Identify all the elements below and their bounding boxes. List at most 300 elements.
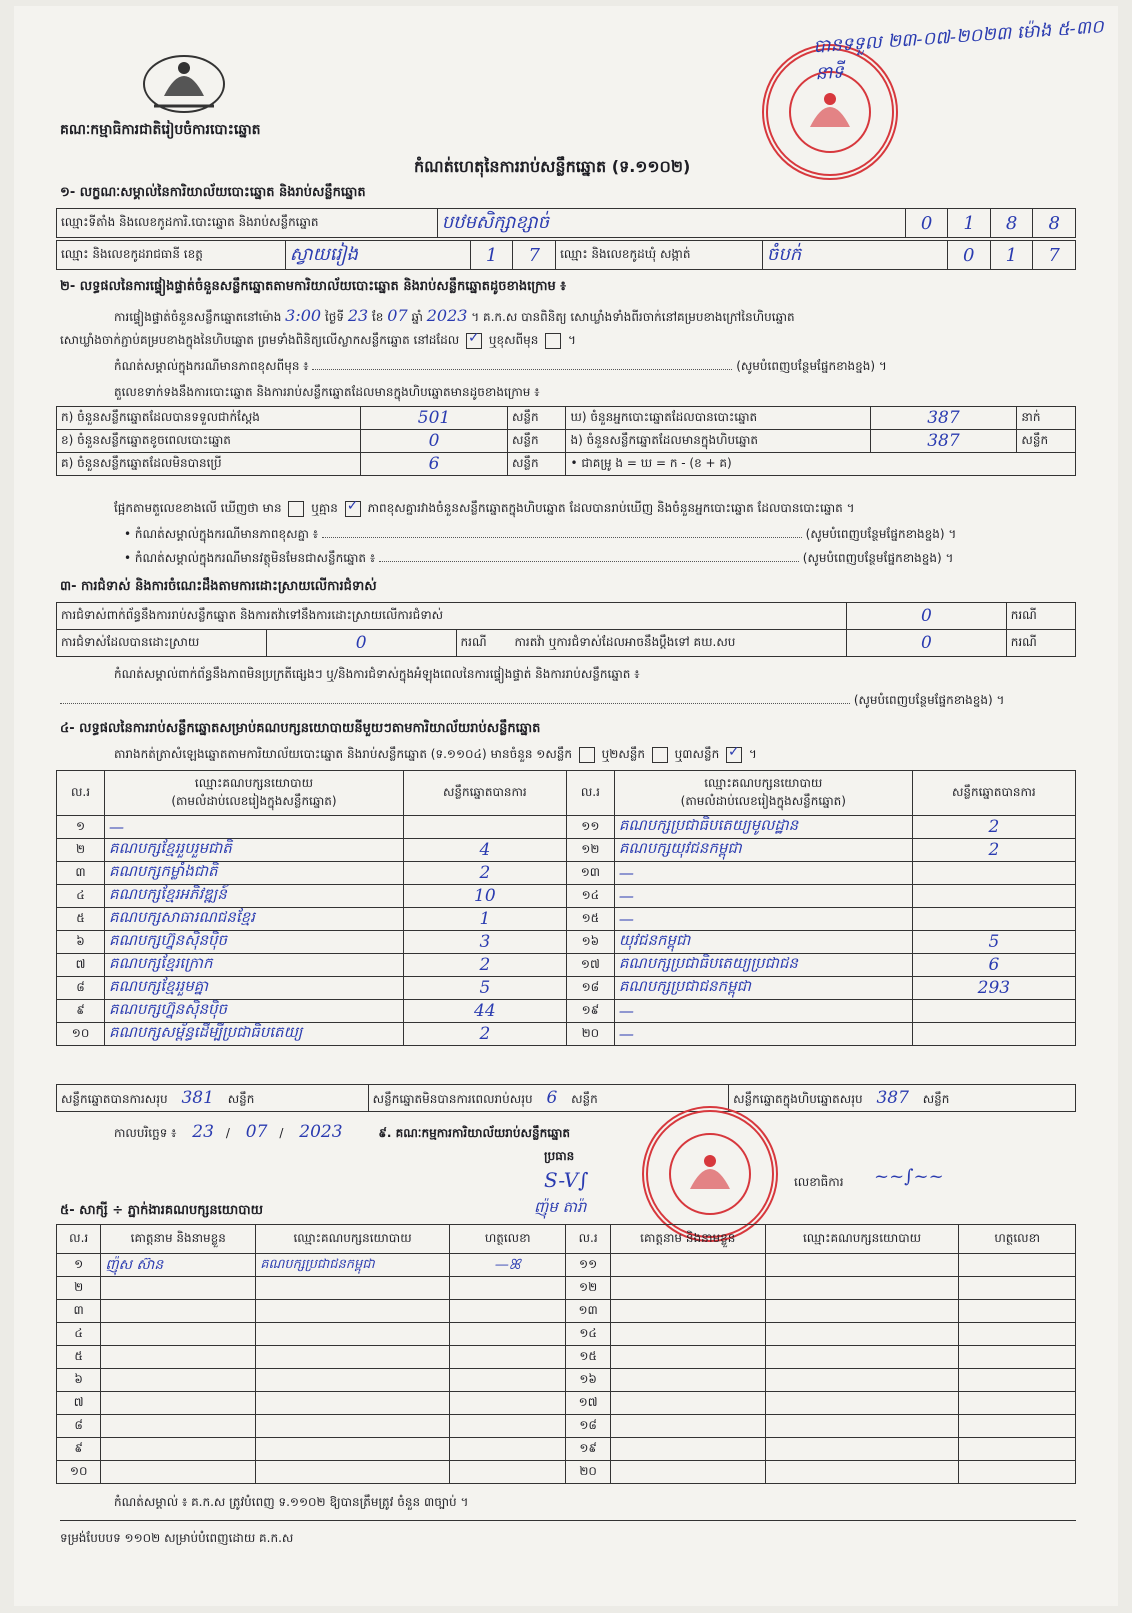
complaints-label: ការជំទាស់ពាក់ព័ន្ធនឹងការរាប់សន្លឹកឆ្នោត និងការតវ៉ាទៅនឹងការដោះស្រាយលើការជំទាស់	[57, 603, 847, 630]
row-no: ១៦	[566, 1369, 610, 1392]
witness-signature	[959, 1346, 1076, 1369]
row-no: ១២	[566, 1277, 610, 1300]
party-name: គណបក្សហ្វ៊ុនស៊ិនប៉ិច	[105, 1000, 404, 1023]
witness-name	[610, 1392, 765, 1415]
row-no: ១៥	[566, 1346, 610, 1369]
party-name: —	[614, 908, 912, 931]
figure-row	[57, 407, 1076, 430]
voters-label: ឃ) ចំនួនអ្នកបោះឆ្នោតដែលបានបោះឆ្នោត	[566, 407, 870, 430]
party-name: គណបក្សសាធារណជនខ្មែរ	[105, 908, 404, 931]
total-box-cell	[729, 1085, 1076, 1112]
secretary-label: លេខាធិការ	[794, 1175, 844, 1189]
unused-ballots-value: 6	[361, 453, 508, 476]
party-votes: 2	[403, 862, 566, 885]
row-no: ៦	[57, 931, 105, 954]
party-name: គណបក្សសម្ព័ន្ធដើម្បីប្រជាធិបតេយ្យ	[105, 1023, 404, 1046]
total-box-label: សន្លឹកឆ្នោតក្នុងហិបឆ្នោតសរុប	[733, 1091, 863, 1106]
tally-sheet-line: តារាងកត់ត្រាសំឡេងឆ្នោតតាមការិយាល័យបោះឆ្នោត និងរាប់សន្លឹកឆ្នោត (ទ.១១០៤) មានចំនួន ១សន្លឹក ឬ២សន្លឹក ឬ៣សន្លឹក ✓ ។	[114, 746, 757, 764]
row-no: ១៦	[566, 931, 614, 954]
col-votes: សន្លឹកឆ្នោតបានការ	[403, 771, 566, 816]
party-name: គណបក្សខ្មែរក្រោក	[105, 954, 404, 977]
committee-seal-icon	[642, 1106, 778, 1242]
commune-digit-3: 7	[1033, 241, 1076, 270]
row-no: ៧	[57, 1392, 101, 1415]
verify-time: 3:00	[285, 306, 322, 325]
complaints-table	[56, 602, 1076, 657]
row-no: ១	[57, 1254, 101, 1277]
witness-party	[765, 1300, 959, 1323]
party-name: —	[105, 816, 404, 839]
one-sheet-checkbox[interactable]	[579, 747, 595, 763]
table-row	[57, 839, 1076, 862]
committee-name: គណៈកម្មាធិការជាតិរៀបចំការបោះឆ្នោត	[60, 122, 261, 138]
witness-signature	[449, 1415, 566, 1438]
witness-party	[765, 1461, 959, 1484]
witness-signature	[959, 1461, 1076, 1484]
party-votes	[912, 1023, 1075, 1046]
party-name: គណបក្សប្រជាធិបតេយ្យប្រជាជន	[614, 954, 912, 977]
signature-title: ៩. គណៈកម្មការការិយាល័យរាប់សន្លឹកឆ្នោត	[378, 1126, 571, 1140]
party-votes: 2	[912, 839, 1075, 862]
row-no: ៧	[57, 954, 105, 977]
row-no: ៩	[57, 1438, 101, 1461]
witness-signature	[959, 1277, 1076, 1300]
row-no: ១៣	[566, 1300, 610, 1323]
col-party-title: ឈ្មោះគណបក្សនយោបាយ	[194, 776, 314, 790]
row-no: ២	[57, 839, 105, 862]
polling-station-table	[56, 208, 1076, 238]
verify-day-label: ថ្ងៃទី	[324, 310, 344, 324]
row-no: ២	[57, 1277, 101, 1300]
appeal-text: ការតវ៉ា ឬការជំទាស់ដែលអាចនឹងប្តឹងទៅ គឃ.សប	[514, 635, 736, 649]
ballot-figures-table	[56, 406, 1076, 476]
has-difference-checkbox[interactable]	[288, 501, 304, 517]
row-no: ១០	[57, 1023, 105, 1046]
figure-row	[57, 453, 1076, 476]
witness-party	[256, 1461, 450, 1484]
province-digit-1: 1	[470, 241, 513, 270]
w-col-name: គោត្តនាម និងនាមខ្លួន	[101, 1225, 256, 1254]
col-no: ល.រ	[57, 771, 105, 816]
witness-party	[765, 1323, 959, 1346]
tally-intro: តារាងកត់ត្រាសំឡេងឆ្នោតតាមការិយាល័យបោះឆ្នោត និងរាប់សន្លឹកឆ្នោត (ទ.១១០៤) មានចំនួន ១សន្លឹក	[114, 747, 572, 761]
party-votes: 4	[403, 839, 566, 862]
witness-party	[765, 1392, 959, 1415]
witness-signature	[449, 1300, 566, 1323]
table-row	[57, 1438, 1076, 1461]
table-row	[57, 931, 1076, 954]
code-digit-4: 8	[1033, 209, 1076, 238]
changed-checkbox[interactable]	[545, 333, 561, 349]
row-no: ១៣	[566, 862, 614, 885]
section2-heading: ២- លទ្ធផលនៃការផ្ទៀងផ្ទាត់ចំនួនសន្លឹកឆ្នោតតាមការិយាល័យបោះឆ្នោត និងរាប់សន្លឹកឆ្នោតដូចខាងក្រោម ៖	[60, 279, 566, 294]
w-col-party: ឈ្មោះគណបក្សនយោបាយ	[256, 1225, 450, 1254]
party-votes	[403, 816, 566, 839]
col-votes-right: សន្លឹកឆ្នោតបានការ	[912, 771, 1075, 816]
table-row	[57, 816, 1076, 839]
party-votes	[912, 862, 1075, 885]
witness-name	[610, 1461, 765, 1484]
witness-name	[610, 1300, 765, 1323]
witness-name: ញ៉ុស ស៊ាន	[101, 1254, 256, 1277]
party-votes: 5	[403, 977, 566, 1000]
received-ballots-label: ក) ចំនួនសន្លឹកឆ្នោតដែលបានទទួលជាក់ស្តែង	[57, 407, 361, 430]
col-party-title-right: ឈ្មោះគណបក្សនយោបាយ	[704, 776, 823, 790]
witness-party	[256, 1300, 450, 1323]
party-votes: 44	[403, 1000, 566, 1023]
figures-intro: តួលេខទាក់ទងនឹងការបោះឆ្នោត និងការរាប់សន្លឹកឆ្នោតដែលមានក្នុងហិបឆ្នោតមានដូចខាងក្រោម ៖	[114, 385, 540, 399]
row-no: ១០	[57, 1461, 101, 1484]
row-no: ៤	[57, 1323, 101, 1346]
note3-line	[124, 550, 1074, 568]
party-name: គណបក្សប្រជាជនកម្ពុជា	[614, 977, 912, 1000]
witness-party	[256, 1346, 450, 1369]
table-row	[57, 1277, 1076, 1300]
compare-label: ផ្អែកតាមតួលេខខាងលើ ឃើញថា មាន	[114, 501, 282, 515]
table-row	[57, 1323, 1076, 1346]
table-row	[57, 1415, 1076, 1438]
chair-label: ប្រធាន	[544, 1149, 575, 1163]
witness-party	[256, 1438, 450, 1461]
location-table	[56, 240, 1076, 270]
party-name: —	[614, 1023, 912, 1046]
row-no: ១៤	[566, 885, 614, 908]
witness-name	[101, 1346, 256, 1369]
note3-fill: (សូមបំពេញបន្ថែមផ្នែកខាងខ្នង) ។	[802, 551, 954, 565]
note2-line	[124, 526, 1074, 544]
total-valid-label: សន្លឹកឆ្នោតបានការសរុប	[61, 1091, 168, 1106]
formula: • ជាគម្រូ ង = ឃ = ក - (ខ + គ)	[566, 453, 1076, 476]
two-sheets-checkbox[interactable]	[652, 747, 668, 763]
row-no: ៦	[57, 1369, 101, 1392]
no-difference-label: ឬគ្មាន	[311, 501, 338, 515]
col-party	[105, 771, 404, 816]
row-no: ១៤	[566, 1323, 610, 1346]
w-col-sign: ហត្ថលេខា	[449, 1225, 566, 1254]
difference-note-line	[114, 358, 1074, 376]
witness-signature	[449, 1277, 566, 1300]
witness-signature	[449, 1438, 566, 1461]
no-difference-checkbox[interactable]	[345, 501, 361, 517]
verify-year-label: ឆ្នាំ	[411, 310, 423, 324]
verify-month: 07	[387, 306, 408, 325]
witness-signature: —ꕤ	[449, 1254, 566, 1277]
row-no: ១៨	[566, 1415, 610, 1438]
section5-heading: ៥- សាក្សី ÷ ភ្នាក់ងារគណបក្សនយោបាយ	[60, 1203, 263, 1218]
party-name: គណបក្សយុវជនកម្ពុជា	[614, 839, 912, 862]
witness-name	[610, 1438, 765, 1461]
w-col-sign-right: ហត្ថលេខា	[959, 1225, 1076, 1254]
witness-signature	[449, 1346, 566, 1369]
col-party-sub-right: (តាមលំដាប់លេខរៀងក្នុងសន្លឹកឆ្នោត)	[680, 794, 846, 808]
nec-emblem-icon	[134, 46, 234, 116]
party-name: គណបក្សហ្វ៊ុនស៊ិនប៉ិច	[105, 931, 404, 954]
row-no: ៣	[57, 862, 105, 885]
witness-name	[610, 1346, 765, 1369]
col-party-right	[614, 771, 912, 816]
witness-name	[101, 1392, 256, 1415]
date-line: កាលបរិច្ឆេទ ៖ 23 / 07 / 2023 ៩. គណៈកម្មការការិយាល័យរាប់សន្លឹកឆ្នោត	[114, 1122, 571, 1142]
witness-name	[610, 1323, 765, 1346]
changed-label: ឬខុសពីមុន	[488, 333, 539, 347]
table-row	[57, 1300, 1076, 1323]
resolved-unit: ករណី	[460, 635, 487, 649]
note3-label: • កំណត់សម្គាល់ក្នុងករណីមានវត្ថុមិនមែនជាសន្លឹកឆ្នោត ៖	[124, 551, 376, 565]
w-col-no-right: ល.រ	[566, 1225, 610, 1254]
unused-ballots-label: គ) ចំនួនសន្លឹកឆ្នោតដែលមិនបានប្រើ	[57, 453, 361, 476]
secretary-signature-icon: ~~∫~~	[874, 1166, 944, 1187]
party-results-table	[56, 770, 1076, 1046]
seal-line: សោឃ្លាំងចាក់ភ្ជាប់គម្របខាងក្នុងនៃហិបឆ្នោត ព្រមទាំងពិនិត្យលើស្លាកសន្លឹកឆ្នោត នៅដដែល ✓ ឬខុសពីមុន ។	[60, 332, 576, 350]
irregularity-note: កំណត់សម្គាល់ពាក់ព័ន្ធនឹងភាពមិនប្រក្រតីផ្សេងៗ ឬ/និងការជំទាស់ក្នុងអំឡុងពេលនៃការផ្ទៀងផ្ទាត់ និងការរាប់សន្លឹកឆ្នោត ៖	[114, 667, 640, 681]
commune-name: ចំបក់	[762, 241, 947, 270]
station-label: ឈ្មោះទីតាំង និងលេខកូដការិ.បោះឆ្នោត និងរាប់សន្លឹកឆ្នោត	[57, 209, 438, 238]
verification-line	[114, 306, 795, 327]
row-no: ៩	[57, 1000, 105, 1023]
table-row	[57, 977, 1076, 1000]
document-page	[14, 6, 1118, 1606]
party-votes	[912, 885, 1075, 908]
row-no: ៤	[57, 885, 105, 908]
compare-rest: ភាពខុសគ្នារវាងចំនួនសន្លឹកឆ្នោតក្នុងហិបឆ្នោត ដែលបានរាប់ឃើញ និងចំនួនអ្នកបោះឆ្នោត ដែលបានបោះឆ្នោត ។	[367, 501, 855, 515]
code-digit-2: 1	[948, 209, 991, 238]
resolved-value: 0	[266, 630, 456, 657]
witness-party	[256, 1369, 450, 1392]
province-name: ស្វាយរៀង	[285, 241, 470, 270]
row-no: ១៨	[566, 977, 614, 1000]
row-no: ១២	[566, 839, 614, 862]
verify-time-label: ការផ្ទៀងផ្ទាត់ចំនួនសន្លឹកឆ្នោតនៅម៉ោង	[114, 310, 282, 324]
party-votes: 3	[403, 931, 566, 954]
witness-signature	[959, 1415, 1076, 1438]
witness-name	[610, 1277, 765, 1300]
received-ballots-value: 501	[361, 407, 508, 430]
table-row	[57, 1369, 1076, 1392]
witness-party	[765, 1346, 959, 1369]
resolved-label: ការជំទាស់ដែលបានដោះស្រាយ	[57, 630, 267, 657]
received-ballots-unit: សន្លឹក	[507, 407, 566, 430]
three-sheets-checkbox[interactable]	[726, 747, 742, 763]
row-no: ២០	[566, 1023, 614, 1046]
witness-name	[101, 1415, 256, 1438]
party-name: យុវជនកម្ពុជា	[614, 931, 912, 954]
witness-name	[101, 1461, 256, 1484]
witness-party: គណបក្សប្រជាជនកម្ពុជា	[256, 1254, 450, 1277]
party-name: គណបក្សខ្មែររួបរួមជាតិ	[105, 839, 404, 862]
total-box-unit: សន្លឹក	[922, 1091, 950, 1106]
witness-party	[765, 1438, 959, 1461]
chair-signature-icon: S-V∫	[544, 1168, 589, 1192]
witness-signature	[449, 1369, 566, 1392]
table-row	[57, 1254, 1076, 1277]
party-votes: 2	[403, 1023, 566, 1046]
party-votes: 10	[403, 885, 566, 908]
code-digit-3: 8	[990, 209, 1033, 238]
party-name: គណបក្សខ្មែររួមគ្នា	[105, 977, 404, 1000]
party-name: គណបក្សកម្លាំងជាតិ	[105, 862, 404, 885]
party-name: —	[614, 862, 912, 885]
total-valid-unit: សន្លឹក	[227, 1091, 255, 1106]
fill-note: (សូមបំពេញបន្ថែមផ្នែកខាងខ្នង) ។	[736, 359, 887, 373]
ballots-in-box-unit: សន្លឹក	[1017, 430, 1076, 453]
row-no: ១៩	[566, 1000, 614, 1023]
total-invalid-label: សន្លឹកឆ្នោតមិនបានការពេលរាប់សរុប	[372, 1091, 533, 1106]
party-votes: 2	[912, 816, 1075, 839]
spoiled-ballots-unit: សន្លឹក	[507, 430, 566, 453]
appeal-label	[456, 630, 847, 657]
verify-year: 2023	[426, 306, 468, 325]
province-label: ឈ្មោះ និងលេខកូដរាជធានី ខេត្ត	[57, 241, 286, 270]
party-votes: 6	[912, 954, 1075, 977]
table-row	[57, 1000, 1076, 1023]
row-no: ៨	[57, 1415, 101, 1438]
row-no: ១១	[566, 816, 614, 839]
witness-name	[101, 1323, 256, 1346]
appeal-unit: ករណី	[1006, 630, 1075, 657]
difference-note-label: កំណត់សម្គាល់ក្នុងករណីមានភាពខុសពីមុន ៖	[114, 359, 309, 373]
spoiled-ballots-value: 0	[361, 430, 508, 453]
table-row	[57, 1461, 1076, 1484]
party-votes	[912, 1000, 1075, 1023]
witness-signature	[959, 1369, 1076, 1392]
party-votes: 293	[912, 977, 1075, 1000]
date-month: 07	[245, 1122, 268, 1142]
witness-party	[765, 1254, 959, 1277]
row-no: ១១	[566, 1254, 610, 1277]
section3-heading: ៣- ការជំទាស់ និងការចំណេះដឹងតាមការដោះស្រាយលើការជំទាស់	[60, 579, 377, 594]
witness-signature	[959, 1392, 1076, 1415]
completion-note: កំណត់សម្គាល់ ៖ គ.ក.ស ត្រូវបំពេញ ទ.១១០២ ឱ្យបានត្រឹមត្រូវ ចំនួន ៣ច្បាប់ ។	[114, 1495, 469, 1509]
table-row	[57, 908, 1076, 931]
party-votes	[912, 908, 1075, 931]
received-note: បានទទួល ២៣-០៧-២០២៣ ម៉ោង ៥-៣០ នាទី	[812, 16, 1105, 85]
witness-party	[765, 1415, 959, 1438]
appeal-value: 0	[847, 630, 1007, 657]
station-name: បឋមសិក្សាខ្សាច់	[437, 209, 905, 238]
witness-signature	[959, 1254, 1076, 1277]
verify-month-label: ខែ	[372, 310, 384, 324]
witness-signature	[959, 1323, 1076, 1346]
row-no: ៨	[57, 977, 105, 1000]
witness-party	[256, 1323, 450, 1346]
witness-name	[610, 1254, 765, 1277]
witness-signature	[449, 1392, 566, 1415]
table-row	[57, 885, 1076, 908]
total-valid-value: 381	[181, 1087, 214, 1108]
witness-signature	[449, 1461, 566, 1484]
totals-table	[56, 1084, 1076, 1112]
date-year: 2023	[299, 1122, 343, 1142]
code-digit-1: 0	[905, 209, 948, 238]
witness-name	[101, 1277, 256, 1300]
total-box-value: 387	[876, 1087, 909, 1108]
witness-name	[101, 1369, 256, 1392]
total-invalid-cell	[368, 1085, 728, 1112]
witness-name	[610, 1415, 765, 1438]
document-title: កំណត់ហេតុនៃការរាប់សន្លឹកឆ្នោត (ទ.១១០២)	[414, 157, 691, 176]
row-no: ១	[57, 816, 105, 839]
figure-row	[57, 430, 1076, 453]
party-name: គណបក្សខ្មែរអភិវឌ្ឍន៍	[105, 885, 404, 908]
two-sheets-label: ឬ២សន្លឹក	[601, 747, 646, 761]
date-day: 23	[192, 1122, 214, 1142]
unused-ballots-unit: សន្លឹក	[507, 453, 566, 476]
table-row	[57, 1023, 1076, 1046]
table-row	[57, 954, 1076, 977]
row-no: ១៧	[566, 1392, 610, 1415]
party-name: —	[614, 1000, 912, 1023]
row-no: ១៧	[566, 954, 614, 977]
table-row	[57, 862, 1076, 885]
ballots-in-box-label: ង) ចំនួនសន្លឹកឆ្នោតដែលមានក្នុងហិបឆ្នោត	[566, 430, 870, 453]
witness-party	[765, 1369, 959, 1392]
note2-label: • កំណត់សម្គាល់ក្នុងករណីមានភាពខុសគ្នា ៖	[124, 527, 319, 541]
party-votes: 2	[403, 954, 566, 977]
commune-digit-2: 1	[990, 241, 1033, 270]
row-no: ៥	[57, 908, 105, 931]
commune-label: ឈ្មោះ និងលេខកូដឃុំ សង្កាត់	[556, 241, 763, 270]
voters-unit: នាក់	[1017, 407, 1076, 430]
unchanged-checkbox[interactable]	[466, 333, 482, 349]
chair-name: ញ៉ុម តារ៉ា	[534, 1198, 587, 1216]
footer-divider	[60, 1520, 1076, 1521]
col-party-sub: (តាមលំដាប់លេខរៀងក្នុងសន្លឹកឆ្នោត)	[171, 794, 337, 808]
w-col-no: ល.រ	[57, 1225, 101, 1254]
verify-day: 23	[347, 306, 369, 325]
party-name: —	[614, 885, 912, 908]
witness-header-row	[57, 1225, 1076, 1254]
complaints-unit: ករណី	[1006, 603, 1075, 630]
witness-signature	[959, 1300, 1076, 1323]
date-label: កាលបរិច្ឆេទ ៖	[114, 1126, 177, 1140]
irregularity-fill-line	[60, 692, 1076, 710]
voters-value: 387	[870, 407, 1017, 430]
commune-digit-1: 0	[947, 241, 990, 270]
witness-party	[256, 1392, 450, 1415]
results-header-row	[57, 771, 1076, 816]
three-sheets-label: ឬ៣សន្លឹក	[674, 747, 720, 761]
table-row	[57, 1346, 1076, 1369]
total-invalid-unit: សន្លឹក	[571, 1091, 598, 1106]
table-row	[57, 1392, 1076, 1415]
row-no: ១៥	[566, 908, 614, 931]
row-no: ៣	[57, 1300, 101, 1323]
spoiled-ballots-label: ខ) ចំនួនសន្លឹកឆ្នោតខូចពេលបោះឆ្នោត	[57, 430, 361, 453]
party-name: គណបក្សប្រជាធិបតេយ្យមូលដ្ឋាន	[614, 816, 912, 839]
w-col-name-right: គោត្តនាម និងនាមខ្លួន	[610, 1225, 765, 1254]
witness-party	[256, 1277, 450, 1300]
row-no: ២០	[566, 1461, 610, 1484]
row-no: ១៩	[566, 1438, 610, 1461]
col-no-right: ល.រ	[566, 771, 614, 816]
witness-table	[56, 1224, 1076, 1484]
witness-signature	[959, 1438, 1076, 1461]
witness-name	[101, 1300, 256, 1323]
total-invalid-value: 6	[546, 1087, 558, 1108]
witness-name	[610, 1369, 765, 1392]
complaints-value: 0	[847, 603, 1007, 630]
seal-text: សោឃ្លាំងចាក់ភ្ជាប់គម្របខាងក្នុងនៃហិបឆ្នោត ព្រមទាំងពិនិត្យលើស្លាកសន្លឹកឆ្នោត នៅដដែល	[60, 333, 460, 347]
section1-heading: ១- លក្ខណៈសម្គាល់នៃការិយាល័យបោះឆ្នោត និងរាប់សន្លឹកឆ្នោត	[60, 185, 366, 200]
province-digit-2: 7	[513, 241, 556, 270]
irregularity-fill: (សូមបំពេញបន្ថែមផ្នែកខាងខ្នង) ។	[853, 693, 1005, 707]
note2-fill: (សូមបំពេញបន្ថែមផ្នែកខាងខ្នង) ។	[805, 527, 957, 541]
comparison-line	[114, 500, 855, 518]
section4-heading: ៤- លទ្ធផលនៃការរាប់សន្លឹកឆ្នោតសម្រាប់គណបក្សនយោបាយនីមួយៗតាមការិយាល័យរាប់សន្លឹកឆ្នោត	[60, 721, 541, 736]
ballots-in-box-value: 387	[870, 430, 1017, 453]
form-footer: ទម្រង់បែបបទ ១១០២ សម្រាប់បំពេញដោយ គ.ក.ស	[60, 1531, 294, 1545]
party-votes: 5	[912, 931, 1075, 954]
